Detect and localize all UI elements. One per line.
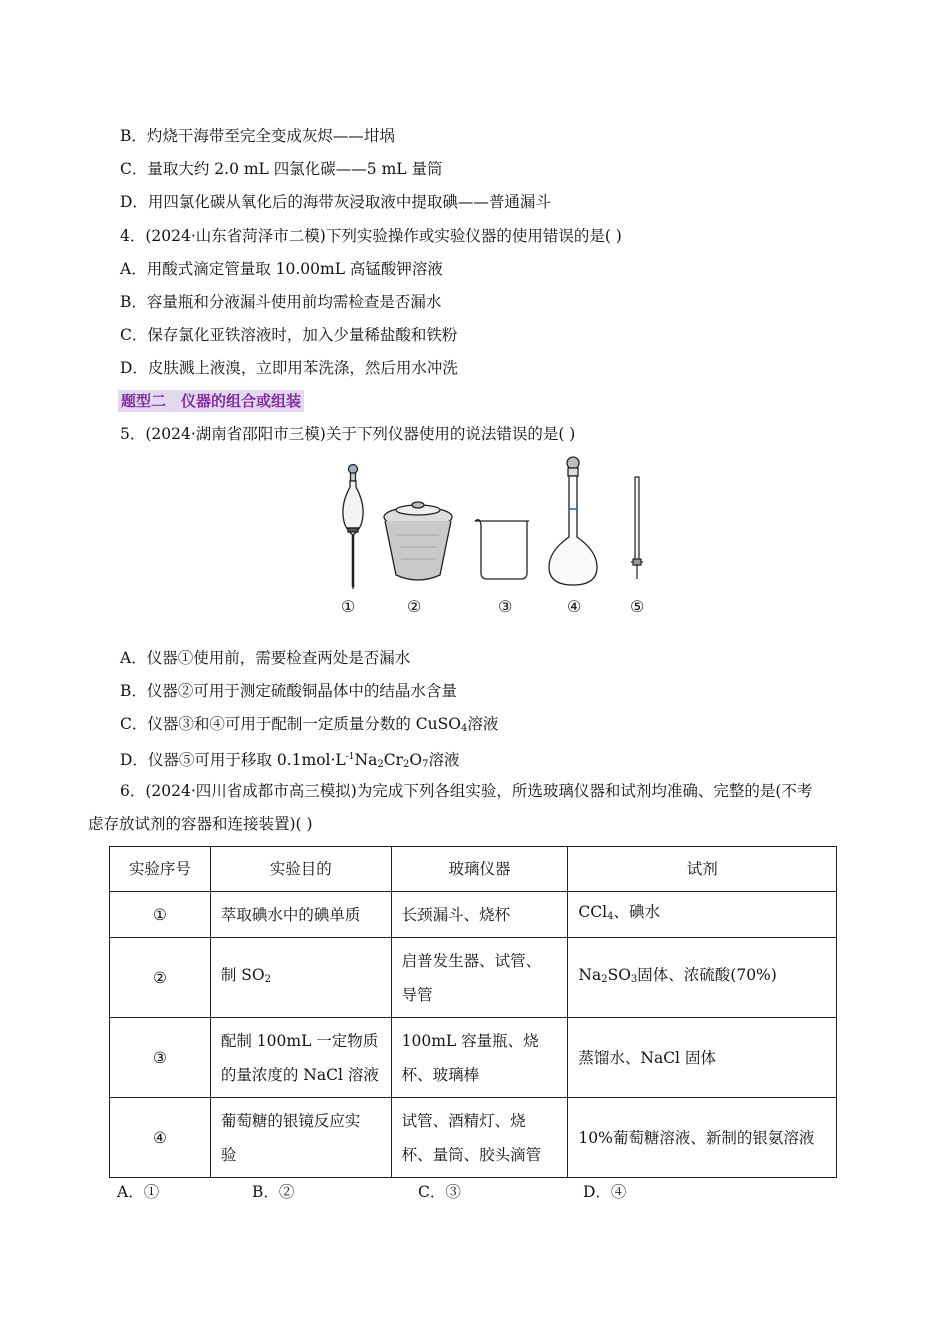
header-glass: 玻璃仪器 bbox=[391, 847, 568, 892]
row-goal: 葡萄糖的银镜反应实 验 bbox=[210, 1098, 391, 1178]
q5-option-c: C．仪器③和④可用于配制一定质量分数的 CuSO$_4$溶液 bbox=[120, 715, 499, 734]
table-row bbox=[110, 1018, 837, 1098]
header-reagent: 试剂 bbox=[568, 847, 837, 892]
section-title: 题型二 仪器的组合或组装 bbox=[118, 390, 304, 412]
apparatus-figure bbox=[325, 455, 665, 625]
row-reagent: $Na_2SO_3$固体、浓硫酸(70%) bbox=[568, 938, 837, 1018]
table-row bbox=[110, 892, 837, 938]
burette-drawing bbox=[631, 477, 643, 579]
row-no: ④ bbox=[110, 1098, 211, 1178]
figure-label-4: ④ bbox=[567, 597, 582, 616]
row-reagent: 蒸馏水、NaCl 固体 bbox=[568, 1018, 837, 1098]
row-no: ③ bbox=[110, 1018, 211, 1098]
q6-option-c: C．③ bbox=[418, 1183, 461, 1201]
row-glass: 启普发生器、试管、 导管 bbox=[391, 938, 568, 1018]
q6-option-b: B．② bbox=[252, 1183, 295, 1201]
table-row bbox=[110, 938, 837, 1018]
row-no: ① bbox=[110, 892, 211, 938]
experiment-table bbox=[109, 846, 837, 1178]
q5-stem: 5．(2024·湖南省邵阳市三模)关于下列仪器使用的说法错误的是( ) bbox=[120, 425, 576, 443]
row-goal: 萃取碘水中的碘单质 bbox=[210, 892, 391, 938]
beaker-drawing bbox=[475, 520, 529, 579]
crucible-drawing bbox=[384, 502, 452, 580]
q6-stem-line2: 虑存放试剂的容器和连接装置)( ) bbox=[88, 815, 313, 833]
figure-label-2: ② bbox=[407, 597, 422, 616]
q3-option-c: C．量取大约 2.0 mL 四氯化碳——5 mL 量筒 bbox=[120, 160, 443, 178]
q6-option-d: D．④ bbox=[583, 1183, 627, 1201]
header-goal: 实验目的 bbox=[210, 847, 391, 892]
q4-option-b: B．容量瓶和分液漏斗使用前均需检查是否漏水 bbox=[120, 293, 442, 311]
volumetric-flask-drawing bbox=[549, 457, 597, 585]
q4-option-d: D．皮肤溅上液溴，立即用苯洗涤，然后用水冲洗 bbox=[120, 359, 458, 377]
row-glass: 长颈漏斗、烧杯 bbox=[391, 892, 568, 938]
figure-label-5: ⑤ bbox=[630, 597, 645, 616]
q4-stem: 4．(2024·山东省菏泽市二模)下列实验操作或实验仪器的使用错误的是( ) bbox=[120, 227, 622, 245]
row-goal: 制 $SO_2$ bbox=[210, 938, 391, 1018]
q4-option-a: A．用酸式滴定管量取 10.00mL 高锰酸钾溶液 bbox=[120, 260, 443, 278]
table-row bbox=[110, 1098, 837, 1178]
table-header-row bbox=[110, 847, 837, 892]
row-reagent: CCl$_4$、碘水 bbox=[568, 892, 837, 938]
row-glass: 100mL 容量瓶、烧 杯、玻璃棒 bbox=[391, 1018, 568, 1098]
q5-option-a: A．仪器①使用前，需要检查两处是否漏水 bbox=[120, 649, 411, 667]
row-no: ② bbox=[110, 938, 211, 1018]
q5-option-d: D．仪器⑤可用于移取 $0.1mol\cdot L^{-1}Na_2Cr_2O_7$溶液 bbox=[120, 751, 460, 770]
q3-option-b: B．灼烧干海带至完全变成灰烬——坩埚 bbox=[120, 127, 395, 145]
q3-option-d: D．用四氯化碳从氧化后的海带灰浸取液中提取碘——普通漏斗 bbox=[120, 193, 551, 211]
q4-option-c: C．保存氯化亚铁溶液时，加入少量稀盐酸和铁粉 bbox=[120, 326, 458, 344]
q6-option-a: A．① bbox=[117, 1183, 160, 1201]
row-glass: 试管、酒精灯、烧 杯、量筒、胶头滴管 bbox=[391, 1098, 568, 1178]
figure-label-3: ③ bbox=[498, 597, 513, 616]
q6-stem-line1: 6．(2024·四川省成都市高三模拟)为完成下列各组实验，所选玻璃仪器和试剂均准确、完整的是(不考 bbox=[120, 782, 813, 800]
q5-option-b: B．仪器②可用于测定硫酸铜晶体中的结晶水含量 bbox=[120, 682, 457, 700]
separatory-funnel-drawing bbox=[343, 465, 363, 590]
header-no: 实验序号 bbox=[110, 847, 211, 892]
row-goal: 配制 100mL 一定物质 的量浓度的 NaCl 溶液 bbox=[210, 1018, 391, 1098]
row-reagent: 10%葡萄糖溶液、新制的银氨溶液 bbox=[568, 1098, 837, 1178]
figure-label-1: ① bbox=[341, 597, 356, 616]
